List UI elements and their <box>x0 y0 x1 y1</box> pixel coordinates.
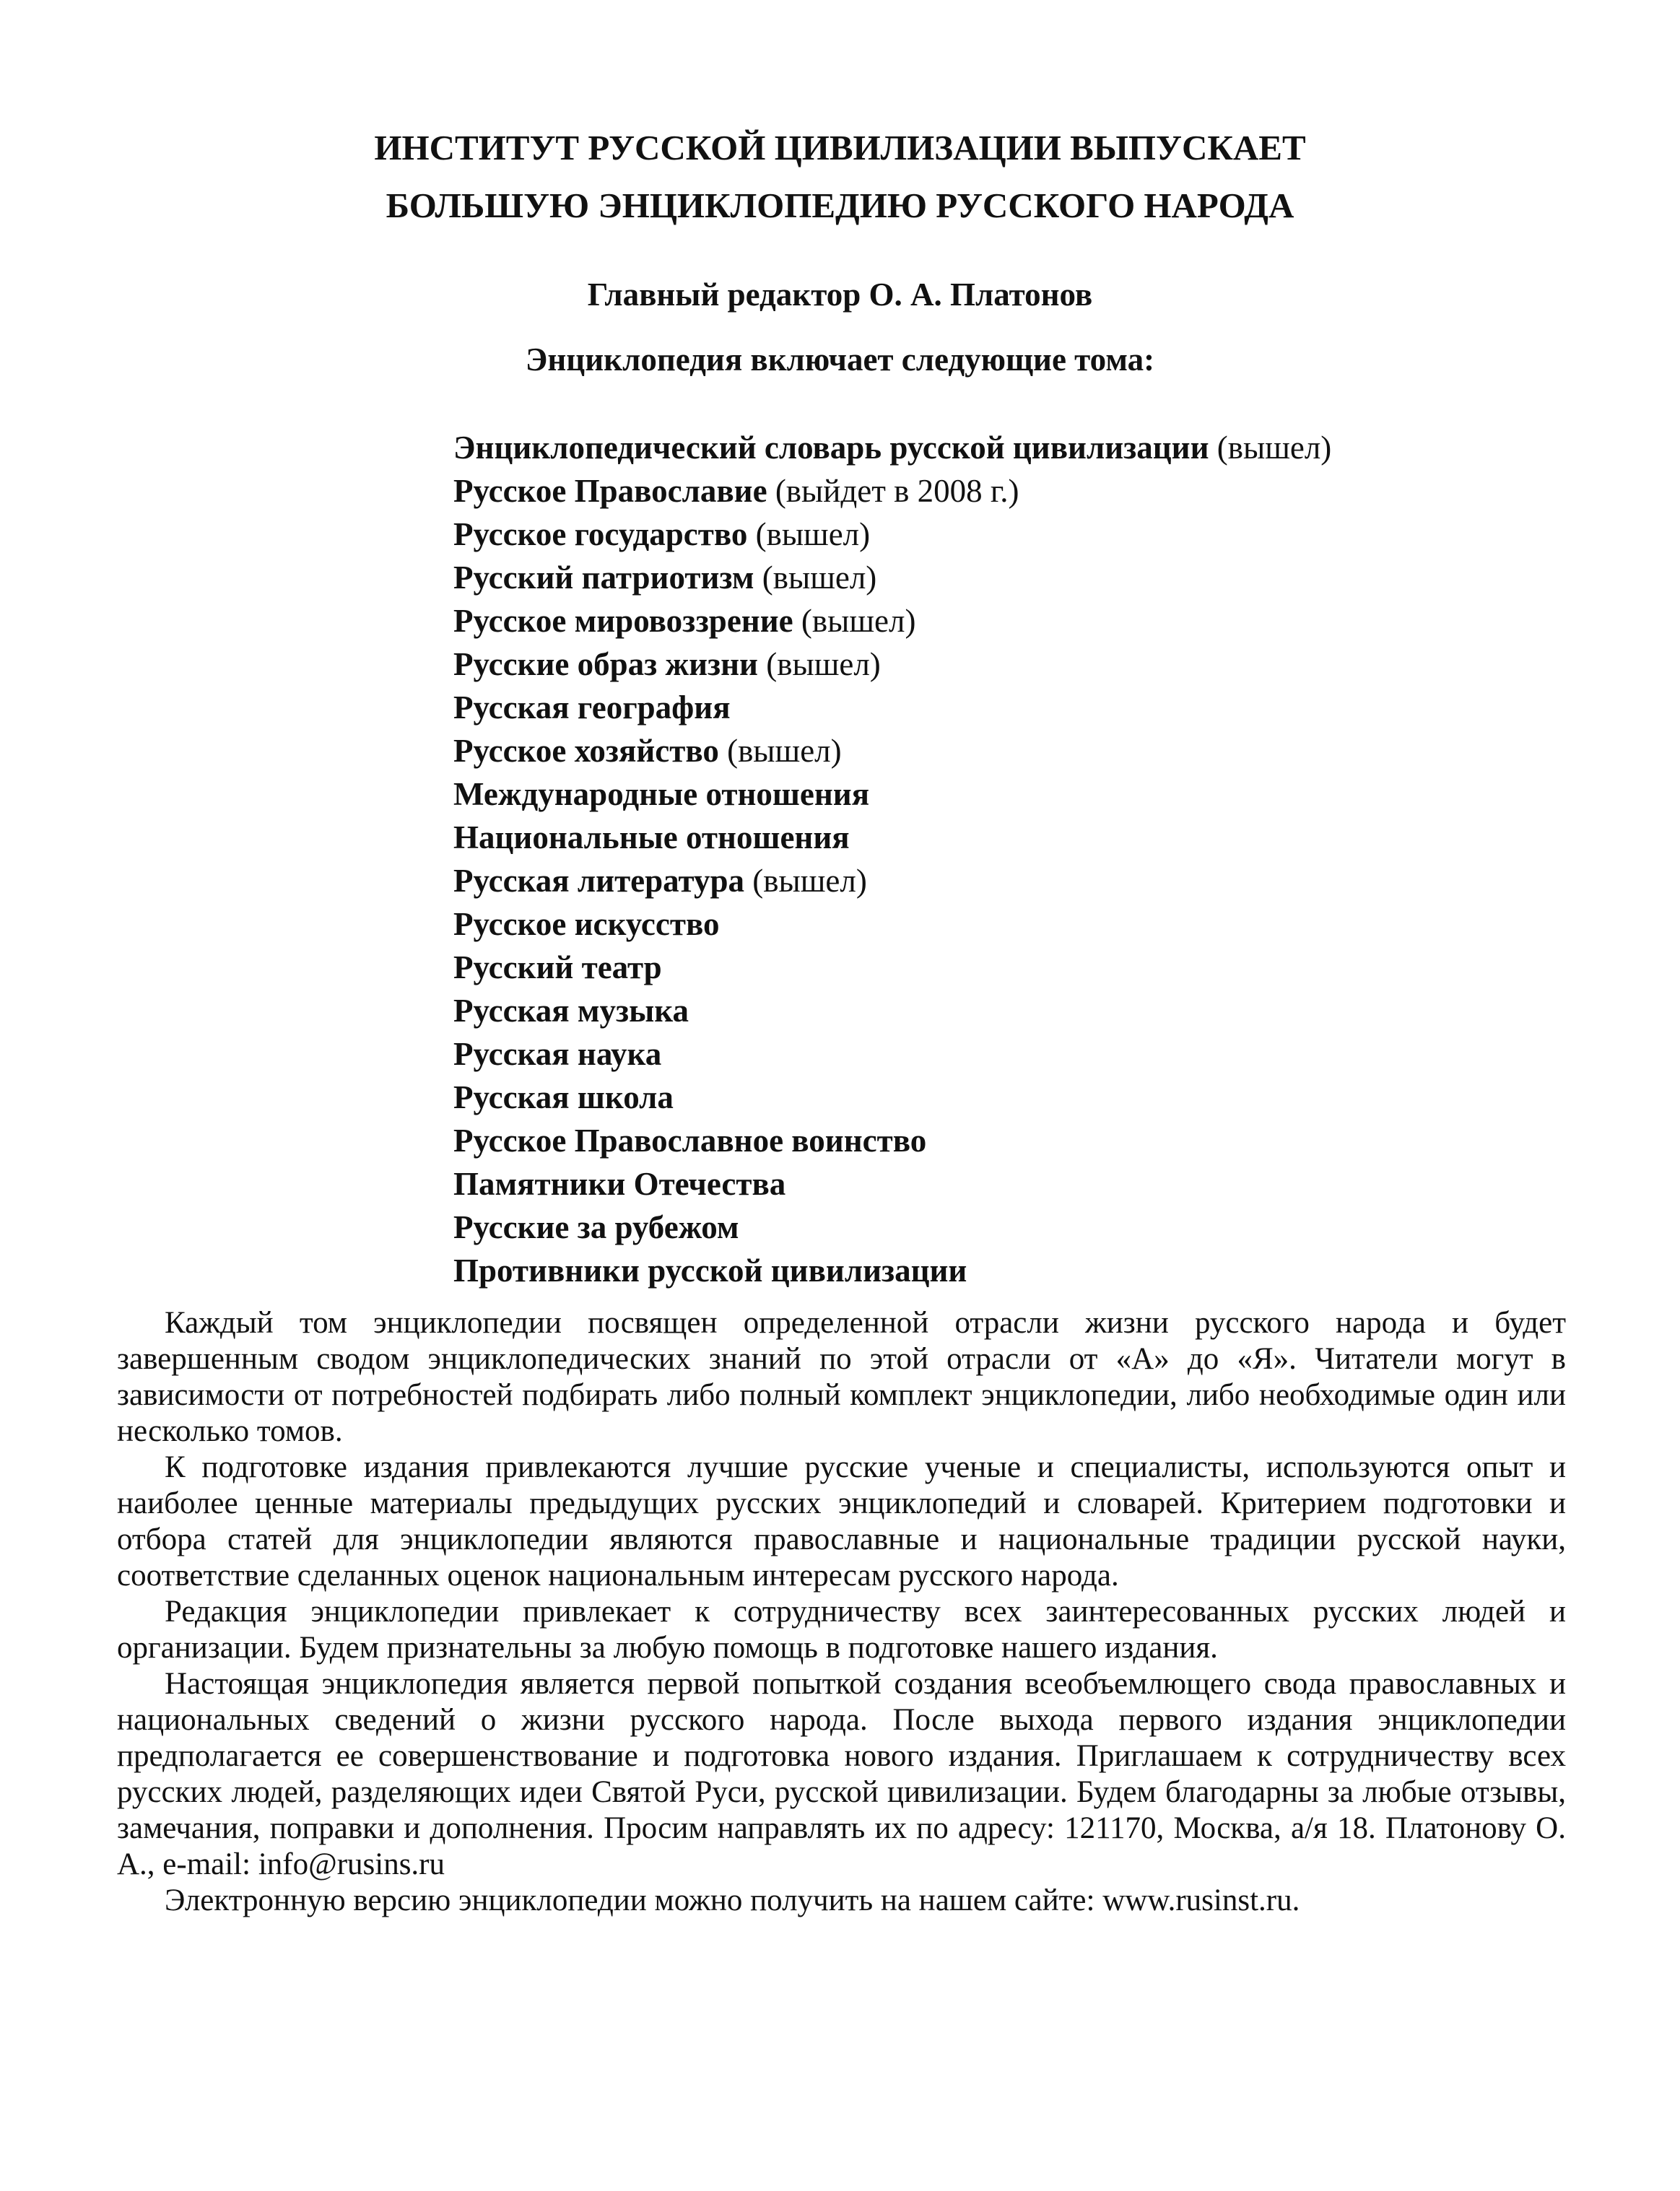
volume-name: Русские за рубежом <box>453 1209 739 1245</box>
list-item <box>453 859 1331 902</box>
volume-status: (вышел) <box>1217 430 1332 466</box>
list-item <box>453 772 1331 816</box>
list-item <box>453 599 1331 643</box>
volume-name: Русское искусство <box>453 906 720 942</box>
volume-name: Русское хозяйство <box>453 733 719 769</box>
volume-name: Русское государство <box>453 516 748 552</box>
volume-name: Русское Православное воинство <box>453 1123 927 1159</box>
volume-status: (вышел) <box>766 646 881 682</box>
list-item <box>453 729 1331 772</box>
page-title <box>0 119 1680 235</box>
volume-name: Русская география <box>453 689 731 726</box>
paragraph-preparation: К подготовке издания привлекаются лучшие русские ученые и специалисты, используются опыт и наиболее ценные материалы предыдущих русских энциклопедий и словарей. Критерием подготовки и отбора статей для энциклопедии являются православные и национальные традиции русской науки, соответствие сделанных оценок национальным интересам русского народа. <box>117 1450 1566 1593</box>
list-item <box>453 1119 1331 1162</box>
volume-name: Русское мировоззрение <box>453 603 793 639</box>
volume-name: Русский патриотизм <box>453 559 754 596</box>
body-text <box>117 1305 1566 1919</box>
volume-status: (вышел) <box>762 559 877 596</box>
paragraph-electronic-version: Электронную версию энциклопедии можно получить на нашем сайте: www.rusinst.ru. <box>165 1883 1300 1917</box>
volume-name: Русская музыка <box>453 993 689 1029</box>
list-item <box>453 1206 1331 1249</box>
list-item <box>453 556 1331 599</box>
volume-list <box>453 426 1331 1292</box>
volume-status: (вышел) <box>755 516 871 552</box>
list-item <box>453 1162 1331 1206</box>
volume-name: Памятники Отечества <box>453 1166 786 1202</box>
title-line-2: БОЛЬШУЮ ЭНЦИКЛОПЕДИЮ РУССКОГО НАРОДА <box>386 186 1294 225</box>
list-item <box>453 426 1331 469</box>
list-item <box>453 946 1331 989</box>
list-item <box>453 513 1331 556</box>
list-item <box>453 989 1331 1032</box>
paragraph-volumes-purpose: Каждый том энциклопедии посвящен определенной отрасли жизни русского народа и будет завершенным сводом энциклопедических знаний по этой отрасли от «А» до «Я». Читатели могут в зависимости от потребностей подбирать либо полный комплект энциклопедии, либо необходимые один или несколько томов. <box>117 1306 1566 1448</box>
volume-name: Противники русской цивилизации <box>453 1253 967 1289</box>
volume-name: Русские образ жизни <box>453 646 758 682</box>
list-item <box>453 469 1331 513</box>
list-item <box>453 1032 1331 1076</box>
chief-editor: Главный редактор О. А. Платонов <box>587 276 1093 313</box>
list-item <box>453 686 1331 729</box>
volume-name: Русское Православие <box>453 473 767 509</box>
volume-name: Русская школа <box>453 1079 674 1115</box>
list-item <box>453 1076 1331 1119</box>
volume-status: (вышел) <box>752 863 867 899</box>
volumes-heading: Энциклопедия включает следующие тома: <box>525 341 1155 378</box>
volume-status: (вышел) <box>801 603 916 639</box>
paragraph-contact: Настоящая энциклопедия является первой попыткой создания всеобъемлющего свода православных и национальных сведений о жизни русского народа. После выхода первого издания энциклопедии предполагается ее совершенствование и подготовка нового издания. Приглашаем к сотрудничеству всех русских людей, разделяющих идеи Святой Руси, русской цивилизации. Будем благодарны за любые отзывы, замечания, поправки и дополнения. Просим направлять их по адресу: 121170, Москва, а/я 18. Платонову О. А., e-mail: info@rusins.ru <box>117 1667 1566 1881</box>
list-item <box>453 1249 1331 1292</box>
list-item <box>453 643 1331 686</box>
volume-name: Международные отношения <box>453 776 870 812</box>
volume-name: Русская наука <box>453 1036 662 1072</box>
list-item <box>453 902 1331 946</box>
title-line-1: ИНСТИТУТ РУССКОЙ ЦИВИЛИЗАЦИИ ВЫПУСКАЕТ <box>374 128 1306 167</box>
volume-status: (вышел) <box>727 733 842 769</box>
volume-status: (выйдет в 2008 г.) <box>775 473 1019 509</box>
volume-name: Национальные отношения <box>453 819 850 855</box>
volume-name: Русская литература <box>453 863 745 899</box>
list-item <box>453 816 1331 859</box>
volume-name: Русский театр <box>453 949 662 985</box>
volume-name: Энциклопедический словарь русской цивилизации <box>453 430 1209 466</box>
paragraph-cooperation: Редакция энциклопедии привлекает к сотрудничеству всех заинтересованных русских людей и организации. Будем признательны за любую помощь в подготовке нашего издания. <box>117 1595 1566 1665</box>
